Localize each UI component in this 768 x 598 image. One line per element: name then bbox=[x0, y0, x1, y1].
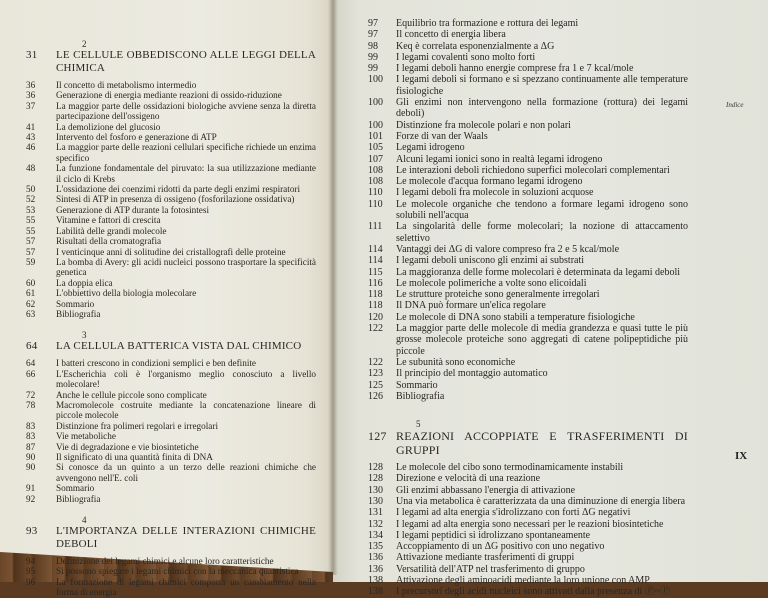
toc-entry bbox=[368, 462, 688, 473]
toc-entry bbox=[26, 577, 316, 598]
entry-text: La demolizione del glucosio bbox=[56, 121, 161, 132]
toc-entry bbox=[26, 226, 316, 236]
toc-entry bbox=[26, 390, 316, 400]
toc-entry bbox=[26, 358, 316, 368]
entry-page: 99 bbox=[368, 63, 378, 75]
entry-page: 57 bbox=[26, 236, 36, 247]
entry-page: 123 bbox=[368, 368, 383, 380]
toc-entry bbox=[26, 132, 316, 142]
entry-text: Keq è correlata esponenzialmente a ΔG bbox=[396, 40, 555, 52]
toc-entry bbox=[368, 18, 688, 29]
toc-entry bbox=[368, 323, 688, 357]
toc-entry bbox=[26, 142, 316, 163]
toc-entry bbox=[26, 400, 316, 421]
entry-text: La doppia elica bbox=[56, 277, 113, 288]
entry-text: Gli enzimi abbassano l'energia di attivazione bbox=[396, 484, 576, 496]
entry-page: 118 bbox=[368, 300, 383, 312]
entry-text: I legami ad alta energia sono necessari per le reazioni biosintetiche bbox=[396, 518, 664, 530]
entry-page: 72 bbox=[26, 389, 36, 400]
toc-entry bbox=[368, 199, 688, 222]
entry-page: 130 bbox=[368, 495, 383, 507]
chapter-2 bbox=[26, 40, 316, 319]
entry-page: 128 bbox=[368, 473, 383, 485]
toc-entry bbox=[368, 74, 688, 97]
toc-entry bbox=[368, 267, 688, 278]
entry-text: I precursori degli acidi nucleici sono attivati dalla presenza di Ⓟ~Ⓟ bbox=[396, 586, 671, 598]
toc-entry bbox=[368, 586, 688, 597]
entry-page: 105 bbox=[368, 142, 383, 154]
chapter-3 bbox=[26, 331, 316, 504]
chapter-title: LE CELLULE OBBEDISCONO ALLE LEGGI DELLA CHIMICA bbox=[56, 49, 316, 74]
entry-page: 91 bbox=[26, 483, 36, 494]
entry-text: I legami deboli hanno energie comprese fra 1 e 7 kcal/mole bbox=[396, 63, 634, 75]
entry-page: 36 bbox=[26, 90, 36, 101]
toc-entry bbox=[368, 63, 688, 74]
entry-text: Macromolecole costruite mediante la concatenazione lineare di piccole molecole bbox=[56, 399, 316, 421]
entry-text: Attivazione degli aminoacidi mediante la loro unione con AMP bbox=[396, 575, 650, 587]
entry-page: 114 bbox=[368, 243, 383, 255]
entry-page: 120 bbox=[368, 311, 383, 323]
entry-page: 134 bbox=[368, 529, 383, 541]
entry-text: L'obbiettivo della biologia molecolare bbox=[56, 288, 197, 299]
entry-page: 50 bbox=[26, 184, 36, 195]
entry-page: 130 bbox=[368, 484, 383, 496]
entry-text: La singolarità delle forme molecolari; la nozione di attaccamento selettivo bbox=[396, 221, 688, 244]
entry-page: 43 bbox=[26, 132, 36, 143]
entry-page: 59 bbox=[26, 256, 36, 267]
chapter-page: 31 bbox=[26, 49, 38, 61]
toc-entry bbox=[26, 452, 316, 462]
entry-text: La maggioranza delle forme molecolari è determinata da legami deboli bbox=[396, 266, 681, 278]
entry-text: Il concetto di energia libera bbox=[396, 29, 506, 41]
entry-page: 90 bbox=[26, 452, 36, 462]
toc-entry bbox=[368, 278, 688, 289]
entry-page: 90 bbox=[26, 462, 36, 473]
entry-text: Le strutture proteiche sono generalmente irregolari bbox=[396, 289, 600, 301]
spacer bbox=[26, 319, 316, 331]
toc-entry bbox=[368, 187, 688, 198]
toc-entry bbox=[368, 564, 688, 575]
entry-text: Le molecole d'acqua formano legami idrogeno bbox=[396, 176, 583, 188]
toc-entry bbox=[368, 176, 688, 187]
toc-entry bbox=[26, 184, 316, 194]
toc-entry bbox=[368, 312, 688, 323]
entry-text: Generazione di ATP durante la fotosintesi bbox=[56, 204, 209, 215]
entry-text: Anche le cellule piccole sono complicate bbox=[56, 389, 207, 400]
entry-text: Il significato di una quantità finita di DNA bbox=[56, 452, 213, 462]
entry-page: 110 bbox=[368, 187, 383, 199]
toc-entry bbox=[26, 205, 316, 215]
toc-entry bbox=[26, 236, 316, 246]
entry-text: Le subunità sono economiche bbox=[396, 356, 516, 368]
toc-entry bbox=[368, 357, 688, 368]
entry-page: 36 bbox=[26, 80, 36, 90]
entry-text: Legami idrogeno bbox=[396, 142, 465, 154]
entry-text: La funzione fondamentale del piruvato: la sua utilizzazione mediante il ciclo di Krebs bbox=[56, 163, 316, 184]
toc-entry bbox=[26, 462, 316, 483]
chapter-number: 5 bbox=[416, 419, 421, 430]
toc-entry bbox=[26, 288, 316, 298]
chapter-number: 4 bbox=[82, 515, 87, 526]
entry-page: 100 bbox=[368, 74, 383, 86]
entry-page: 55 bbox=[26, 215, 36, 226]
chapter-4 bbox=[26, 516, 316, 598]
entry-text: I legami peptidici si idrolizzano spontaneamente bbox=[396, 529, 591, 541]
entry-text: La maggior parte delle ossidazioni biologiche avviene senza la diretta partecipazione dell'ossigeno bbox=[56, 100, 316, 122]
entry-text: La maggior parte delle molecole di media grandezza e quasi tutte le più grosse molecole proteiche sono aggregati di catene polipeptidiche più piccole bbox=[396, 323, 688, 357]
entry-text: Sommario bbox=[56, 298, 95, 309]
entry-text: Attivazione mediante trasferimenti di gruppi bbox=[396, 552, 575, 564]
toc-entry bbox=[26, 369, 316, 390]
toc-left-column bbox=[26, 40, 316, 598]
entry-page: 97 bbox=[368, 18, 378, 29]
entry-text: Sommario bbox=[396, 379, 438, 391]
entry-text: Forze di van der Waals bbox=[396, 130, 488, 142]
entry-text: Labilità delle grandi molecole bbox=[56, 225, 167, 236]
toc-entry bbox=[368, 519, 688, 530]
toc-entry bbox=[26, 80, 316, 90]
chapter-heading bbox=[26, 340, 316, 353]
entry-text: Il DNA può formare un'elica regolare bbox=[396, 300, 546, 312]
entry-text: Accoppiamento di un ΔG positivo con uno negativo bbox=[396, 541, 605, 553]
entry-page: 41 bbox=[26, 121, 36, 132]
entry-page: 108 bbox=[368, 164, 383, 176]
entry-text: Vantaggi dei ΔG di valore compreso fra 2 e 5 kcal/mole bbox=[396, 243, 620, 255]
chapter-heading bbox=[368, 429, 688, 457]
toc-entry bbox=[26, 90, 316, 100]
entry-text: Alcuni legami ionici sono in realtà legami idrogeno bbox=[396, 153, 603, 165]
chapter-title: REAZIONI ACCOPPIATE E TRASFERIMENTI DI GRUPPI bbox=[396, 429, 688, 458]
entry-text: Distinzione fra molecole polari e non polari bbox=[396, 119, 571, 131]
entry-text: Intervento del fosforo e generazione di ATP bbox=[56, 132, 217, 143]
toc-entry bbox=[368, 485, 688, 496]
entry-page: 78 bbox=[26, 399, 36, 410]
toc-entry bbox=[26, 278, 316, 288]
toc-entry bbox=[26, 421, 316, 431]
toc-entry bbox=[26, 299, 316, 309]
entry-page: 122 bbox=[368, 356, 383, 368]
entry-page: 115 bbox=[368, 266, 383, 278]
toc-entry bbox=[368, 131, 688, 142]
entry-text: I legami deboli fra molecole in soluzioni acquose bbox=[396, 187, 594, 199]
entry-page: 122 bbox=[368, 323, 383, 335]
toc-entry bbox=[368, 530, 688, 541]
entry-page: 66 bbox=[26, 368, 36, 379]
toc-entry bbox=[368, 289, 688, 300]
entry-page: 37 bbox=[26, 100, 36, 111]
entry-text: Le molecole organiche che tendono a formare legami idrogeno sono solubili nell'acqua bbox=[396, 198, 688, 222]
entry-text: Vitamine e fattori di crescita bbox=[56, 215, 161, 226]
chapter-title: LA CELLULA BATTERICA VISTA DAL CHIMICO bbox=[56, 340, 302, 353]
entry-text: L'Escherichia coli è l'organismo meglio conosciuto a livello molecolare! bbox=[56, 368, 316, 390]
entry-text: Sommario bbox=[56, 483, 95, 494]
chapter-page: 127 bbox=[368, 429, 387, 444]
entry-page: 111 bbox=[368, 221, 383, 233]
running-head: Indice bbox=[726, 101, 744, 109]
entry-page: 107 bbox=[368, 153, 383, 165]
entry-text: Le molecole polimeriche a volte sono elicoidali bbox=[396, 277, 587, 289]
entry-page: 131 bbox=[368, 507, 383, 519]
entry-page: 87 bbox=[26, 441, 36, 452]
entry-text: Le interazioni deboli richiedono superfici molecolari complementari bbox=[396, 164, 670, 176]
entry-text: Si conosce da un quinto a un terzo delle reazioni chimiche che avvengono nell'E. coli bbox=[56, 462, 316, 483]
entry-page: 108 bbox=[368, 176, 383, 188]
toc-entry bbox=[368, 154, 688, 165]
book-gutter bbox=[328, 0, 338, 575]
entry-text: Il concetto di metabolismo intermedio bbox=[56, 80, 197, 90]
entry-text: La bomba di Avery: gli acidi nucleici possono trasportare la specificità genetica bbox=[56, 256, 316, 278]
page-folio: IX bbox=[735, 450, 748, 462]
entry-page: 100 bbox=[368, 97, 383, 109]
entry-page: 55 bbox=[26, 225, 36, 236]
toc-entry bbox=[26, 122, 316, 132]
entry-page: 132 bbox=[368, 518, 383, 530]
toc-entry bbox=[26, 442, 316, 452]
entry-page: 138 bbox=[368, 586, 383, 598]
entry-text: Bibliografia bbox=[396, 390, 445, 402]
toc-entry bbox=[26, 194, 316, 204]
toc-entry bbox=[368, 507, 688, 518]
toc-entry bbox=[368, 380, 688, 391]
entry-page: 60 bbox=[26, 277, 36, 288]
entry-page: 136 bbox=[368, 552, 383, 564]
chapter-number: 2 bbox=[82, 39, 87, 49]
toc-entry bbox=[368, 29, 688, 40]
toc-entry bbox=[368, 552, 688, 563]
entry-text: Bibliografia bbox=[56, 308, 101, 319]
entry-page: 48 bbox=[26, 163, 36, 174]
entry-text: Si possono spiegare i legami chimici con la meccanica quantistica bbox=[56, 566, 299, 577]
entry-text: La maggior parte delle reazioni cellulari specifiche richiede un enzima specifico bbox=[56, 142, 316, 163]
entry-text: Sintesi di ATP in presenza di ossigeno (fosforilazione ossidativa) bbox=[56, 194, 295, 205]
entry-page: 97 bbox=[368, 29, 378, 41]
spacer bbox=[368, 402, 688, 420]
entry-page: 46 bbox=[26, 142, 36, 153]
toc-entry bbox=[368, 244, 688, 255]
entry-text: Generazione di energia mediante reazioni di ossido-riduzione bbox=[56, 90, 282, 101]
entry-text: Versatilità dell'ATP nel trasferimento di gruppo bbox=[396, 563, 585, 575]
toc-entry bbox=[368, 368, 688, 379]
toc-entry bbox=[26, 431, 316, 441]
chapter-4-continued bbox=[368, 18, 688, 402]
toc-entry bbox=[368, 52, 688, 63]
toc-entry bbox=[368, 391, 688, 402]
entry-text: I legami ad alta energia s'idrolizzano con forti ΔG negativi bbox=[396, 507, 631, 519]
toc-entry bbox=[26, 257, 316, 278]
entry-page: 92 bbox=[26, 493, 36, 504]
entry-page: 128 bbox=[368, 462, 383, 474]
entry-text: Equilibrio tra formazione e rottura dei legami bbox=[396, 18, 579, 29]
entry-page: 53 bbox=[26, 204, 36, 215]
entry-text: Il principio del montaggio automatico bbox=[396, 368, 548, 380]
entry-text: L'ossidazione dei coenzimi ridotti da parte degli enzimi respiratori bbox=[56, 184, 301, 195]
toc-entry bbox=[368, 473, 688, 484]
chapter-heading bbox=[26, 525, 316, 551]
entry-page: 125 bbox=[368, 379, 383, 391]
toc-entry bbox=[368, 255, 688, 266]
entry-page: 94 bbox=[26, 556, 36, 567]
toc-entry bbox=[26, 247, 316, 257]
entry-text: Definizione dei legami chimici e alcune loro caratteristiche bbox=[56, 556, 274, 567]
entry-page: 110 bbox=[368, 198, 383, 210]
entry-page: 135 bbox=[368, 541, 383, 553]
toc-entry bbox=[26, 566, 316, 576]
chapter-number: 3 bbox=[82, 330, 87, 341]
entry-text: I legami deboli uniscono gli enzimi ai substrati bbox=[396, 255, 585, 267]
entry-page: 99 bbox=[368, 51, 378, 63]
entry-page: 64 bbox=[26, 358, 36, 369]
entry-page: 83 bbox=[26, 420, 36, 431]
entry-text: Distinzione fra polimeri regolari e irregolari bbox=[56, 420, 218, 431]
chapter-page: 93 bbox=[26, 525, 38, 538]
entry-page: 138 bbox=[368, 575, 383, 587]
entry-page: 118 bbox=[368, 289, 383, 301]
chapter-title: L'IMPORTANZA DELLE INTERAZIONI CHIMICHE DEBOLI bbox=[56, 525, 316, 551]
toc-entry bbox=[368, 41, 688, 52]
toc-right-column bbox=[368, 18, 688, 598]
entry-text: Una via metabolica è caratterizzata da una diminuzione di energia libera bbox=[396, 495, 686, 507]
toc-entry bbox=[368, 300, 688, 311]
entry-page: 96 bbox=[26, 576, 36, 587]
toc-entry bbox=[26, 163, 316, 184]
toc-entry bbox=[26, 483, 316, 493]
entry-text: I legami covalenti sono molto forti bbox=[396, 51, 536, 63]
toc-entry bbox=[368, 496, 688, 507]
chapter-heading bbox=[26, 49, 316, 75]
entry-page: 126 bbox=[368, 390, 383, 402]
toc-entry bbox=[26, 215, 316, 225]
entry-text: La formazione di legami chimici comporta un cambiamento nella forma di energia bbox=[56, 576, 316, 598]
entry-text: I batteri crescono in condizioni semplici e ben definite bbox=[56, 358, 257, 369]
entry-page: 98 bbox=[368, 40, 378, 52]
toc-entry bbox=[368, 575, 688, 586]
entry-text: Le molecole del cibo sono termodinamicamente instabili bbox=[396, 462, 624, 474]
chapter-5 bbox=[368, 420, 688, 598]
entry-text: I legami deboli si formano e si spezzano continuamente alle temperature fisiologiche bbox=[396, 74, 688, 97]
toc-entry bbox=[26, 556, 316, 566]
entry-text: Direzione e velocità di una reazione bbox=[396, 473, 541, 485]
toc-entry bbox=[368, 142, 688, 153]
entry-page: 52 bbox=[26, 194, 36, 205]
toc-entry bbox=[26, 309, 316, 319]
toc-entry bbox=[368, 97, 688, 120]
toc-entry bbox=[26, 494, 316, 504]
entry-page: 61 bbox=[26, 288, 36, 299]
entry-text: Gli enzimi non intervengono nella formazione (rottura) dei legami deboli) bbox=[396, 97, 688, 120]
entry-page: 136 bbox=[368, 563, 383, 575]
toc-entry bbox=[368, 221, 688, 244]
entry-page: 57 bbox=[26, 246, 36, 257]
toc-entry bbox=[368, 165, 688, 176]
entry-page: 95 bbox=[26, 566, 36, 577]
entry-text: Vie metaboliche bbox=[56, 431, 116, 442]
entry-page: 101 bbox=[368, 130, 383, 142]
entry-text: Bibliografia bbox=[56, 493, 101, 504]
chapter-page: 64 bbox=[26, 340, 38, 353]
entry-text: Risultati della cromatografia bbox=[56, 236, 162, 247]
spacer bbox=[26, 504, 316, 516]
entry-text: Vie di degradazione e vie biosintetiche bbox=[56, 441, 199, 452]
entry-page: 114 bbox=[368, 255, 383, 267]
entry-page: 116 bbox=[368, 277, 383, 289]
toc-entry bbox=[368, 120, 688, 131]
toc-entry bbox=[26, 101, 316, 122]
toc-entry bbox=[368, 541, 688, 552]
entry-page: 100 bbox=[368, 119, 383, 131]
entry-page: 63 bbox=[26, 308, 36, 319]
entry-text: Le molecole di DNA sono stabili a temperature fisiologiche bbox=[396, 311, 635, 323]
entry-text: I venticinque anni di solitudine dei cristallografi delle proteine bbox=[56, 246, 286, 257]
entry-page: 83 bbox=[26, 431, 36, 442]
entry-page: 62 bbox=[26, 298, 36, 309]
